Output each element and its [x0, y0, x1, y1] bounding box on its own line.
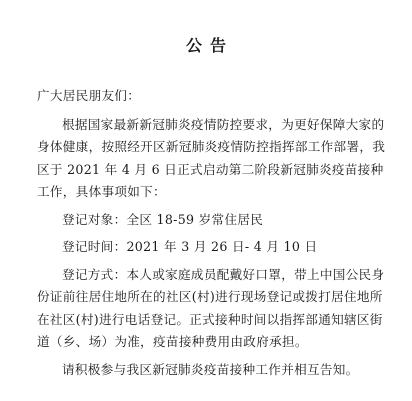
notice-body — [37, 85, 387, 381]
registration-target: 登记对象：全区 18-59 岁常住居民 — [62, 211, 264, 227]
registration-method: 登记方式：本人或家庭成员配戴好口罩，带上中国公民身份证前往居住地所在的社区(村)进行现场登记或拨打居住地所在社区(村)进行电话登记。正式接种时间以指挥部通知辖区街道（乡、场）为准，疫苗接种费用由政府承担。 — [37, 266, 385, 349]
notice-title: 公告 — [185, 36, 234, 55]
salutation: 广大居民朋友们： — [37, 88, 141, 103]
intro-paragraph: 根据国家最新新冠肺炎疫情防控要求，为更好保障大家的身体健康，按照经开区新冠肺炎疫情防控指挥部工作部署，我区于 2021 年 4 月 6 日正式启动第二阶段新冠肺炎疫苗接种工作，具体事项如下： — [37, 116, 386, 199]
registration-time: 登记时间：2021 年 3 月 26 日- 4 月 10 日 — [62, 239, 318, 254]
closing-paragraph: 请积极参与我区新冠肺炎疫苗接种工作并相互告知。 — [62, 361, 359, 377]
